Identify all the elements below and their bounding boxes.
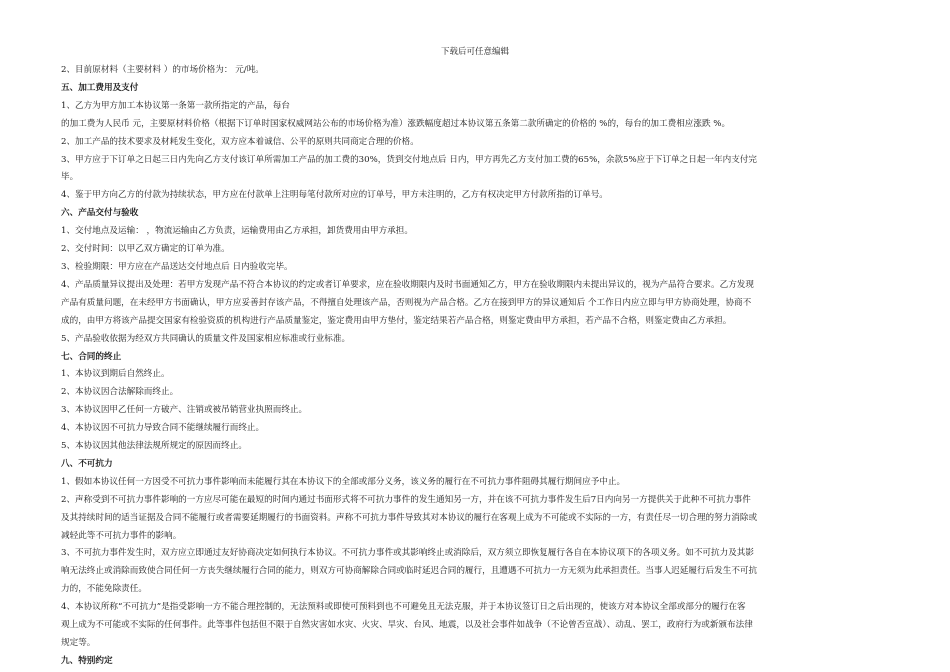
paragraph-line: 5、本协议因其他法律法规所规定的原因而终止。 <box>61 441 247 452</box>
paragraph-line: 1、乙方为甲方加工本协议第一条第一款所指定的产品，每台 <box>61 100 290 111</box>
paragraph-line: 3、本协议因甲乙任何一方破产、注销或被吊销营业执照而终止。 <box>61 405 308 416</box>
paragraph-line: 1、本协议到期后自然终止。 <box>61 369 170 380</box>
paragraph-line: 1、假如本协议任何一方因受不可抗力事件影响而未能履行其在本协议下的全部或部分义务，该义务的履行在不可抗力事件阻碍其履行期间应予中止。 <box>61 476 626 487</box>
paragraph-line: 的加工费为人民币 元，主要原材料价格（根据下订单时国家权威网站公布的市场价格为准）涨跌幅度超过本协议第五条第二款所确定的价格的 %的，每台的加工费相应涨跌 %。 <box>61 118 731 129</box>
paragraph-line: 1、交付地点及运输： ，物流运输由乙方负责，运输费用由乙方承担，卸货费用由甲方承担。 <box>61 226 413 237</box>
section-heading-6: 六、产品交付与验收 <box>61 208 139 219</box>
paragraph-line: 减轻此等不可抗力事件的影响。 <box>61 530 182 541</box>
paragraph-line: 2、本协议因合法解除而终止。 <box>61 387 179 398</box>
section-heading-8: 八、不可抗力 <box>61 458 113 469</box>
section-heading-5: 五、加工费用及支付 <box>61 82 139 93</box>
paragraph-line: 4、鉴于甲方向乙方的付款为持续状态，甲方应在付款单上注明每笔付款所对应的订单号，甲方未注明的，乙方有权决定甲方付款所指的订单号。 <box>61 190 608 201</box>
paragraph-line: 规定等。 <box>61 638 96 648</box>
paragraph-line: 2、声称受到不可抗力事件影响的一方应尽可能在最短的时间内通过书面形式将不可抗力事件的发生通知另一方，并在该不可抗力事件发生后7日内向另一方提供关于此种不可抗力事件 <box>61 494 751 505</box>
document-body <box>61 62 885 671</box>
paragraph-line: 5、产品验收依据为经双方共同确认的质量文件及国家相应标准或行业标准。 <box>61 333 351 344</box>
paragraph-line: 及其持续时间的适当证据及合同不能履行或者需要延期履行的书面资料。声称不可抗力事件导致其对本协议的履行在客观上成为不可能或不实际的一方，有责任尽一切合理的努力消除或 <box>61 512 758 523</box>
paragraph-line: 2、交付时间：以甲乙双方确定的订单为准。 <box>61 244 230 255</box>
paragraph-line: 2、加工产品的技术要求及材耗发生变化，双方应本着诚信、公平的原则共同商定合理的价格。 <box>61 136 419 147</box>
paragraph-line: 3、不可抗力事件发生时，双方应立即通过友好协商决定如何执行本协议。不可抗力事件或其影响终止或消除后，双方须立即恢复履行各自在本协议项下的各项义务。如不可抗力及其影 <box>61 548 754 559</box>
paragraph-line: 4、本协议所称“不可抗力”是指受影响一方不能合理控制的，无法预料或即使可预料到也不可避免且无法克服，并于本协议签订日之后出现的，使该方对本协议全部或部分的履行在客 <box>61 602 746 613</box>
paragraph-line: 响无法终止或消除而致使合同任何一方丧失继续履行合同的能力，则双方可协商解除合同或临时延迟合同的履行，且遭遇不可抗力一方无须为此承担责任。当事人迟延履行后发生不可抗 <box>61 566 758 577</box>
paragraph-line: 2、目前原材料（主要材料 ）的市场价格为： 元/吨。 <box>61 65 264 75</box>
paragraph-line: 毕。 <box>61 172 79 183</box>
paragraph-line: 产品有质量问题，在未经甲方书面确认，甲方应妥善封存该产品，不得擅自处理该产品，否则视为产品合格。乙方在接到甲方的异议通知后 个工作日内应立即与甲方协商处理，协商不 <box>61 297 752 308</box>
paragraph-line: 4、产品质量异议提出及处理：若甲方发现产品不符合本协议的约定或者订单要求，应在验收期限内及时书面通知乙方，甲方在验收期限内未提出异议的，视为产品符合要求。乙方发现 <box>61 279 754 290</box>
paragraph-line: 3、检验期限：甲方应在产品送达交付地点后 日内验收完毕。 <box>61 261 293 272</box>
paragraph-line: 3、甲方应于下订单之日起三日内先向乙方支付该订单所需加工产品的加工费的30%，货到交付地点后 日内，甲方再先乙方支付加工费的65%，余款5%应于下订单之日起一年内支付完 <box>61 154 757 165</box>
section-heading-9: 九、特别约定 <box>61 655 113 666</box>
paragraph-line: 力的，不能免除责任。 <box>61 584 147 595</box>
section-heading-7: 七、合同的终止 <box>61 351 122 362</box>
paragraph-line: 4、本协议因不可抗力导致合同不能继续履行而终止。 <box>61 423 265 434</box>
paragraph-line: 成的，由甲方将该产品提交国家有检验资质的机构进行产品质量鉴定，鉴定费用由甲方垫付，鉴定结果若产品合格，则鉴定费由甲方承担，若产品不合格，则鉴定费由乙方承担。 <box>61 315 732 326</box>
page-header: 下载后可任意编辑 <box>440 47 509 57</box>
paragraph-line: 观上成为不可能或不实际的任何事件。此等事件包括但不限于自然灾害如水灾、火灾、旱灾、台风、地震，以及社会事件如战争（不论曾否宣战）、动乱、罢工，政府行为或新颁布法律 <box>61 620 753 631</box>
